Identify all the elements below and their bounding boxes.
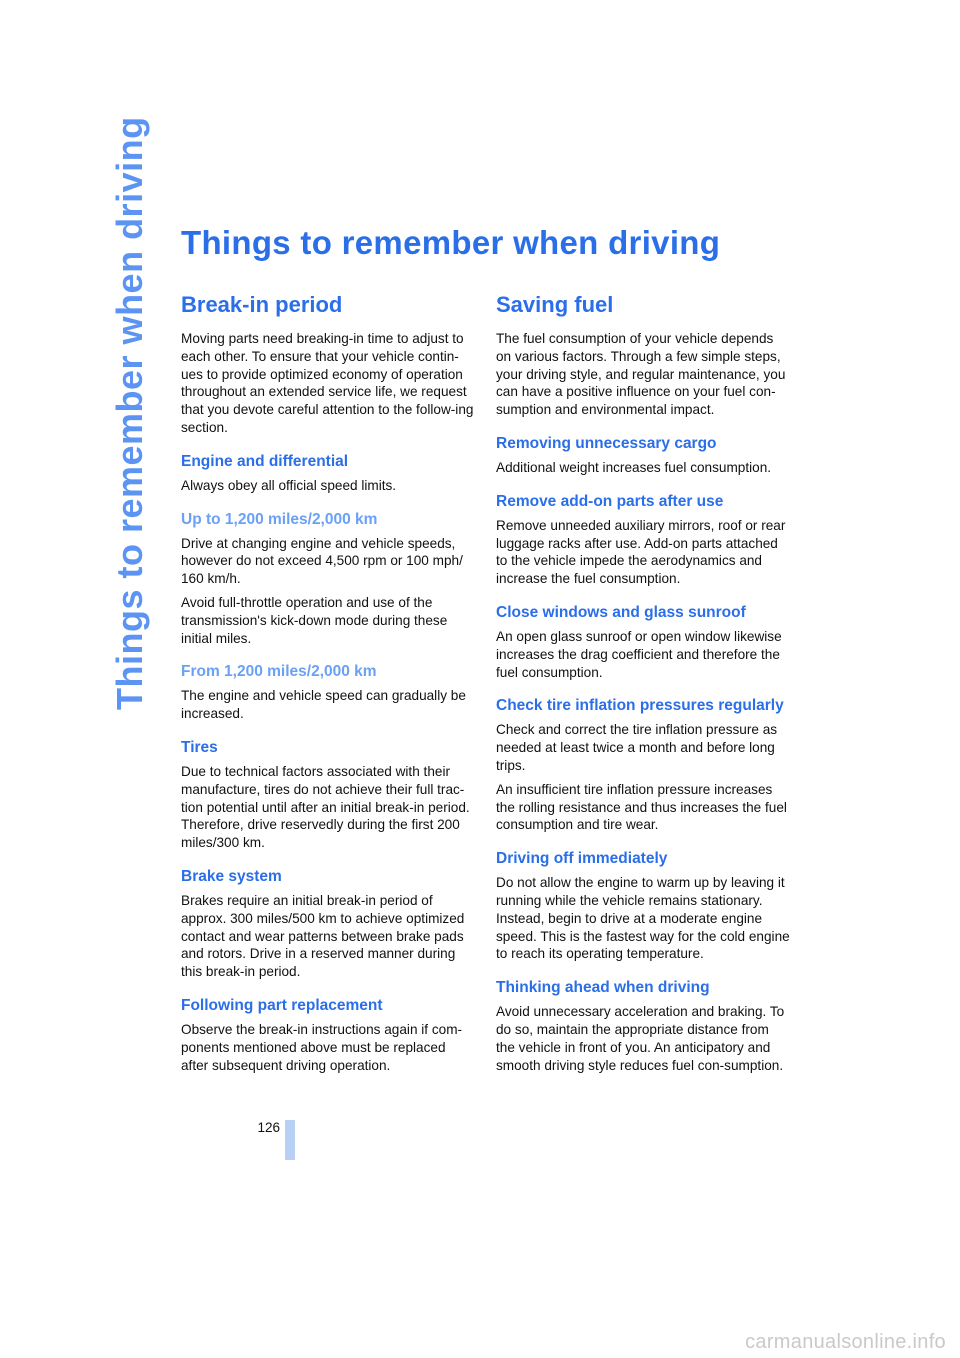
break-in-heading: Break-in period [181, 292, 343, 317]
tires-heading: Tires [181, 738, 218, 756]
watermark: carmanualsonline.info [745, 1331, 946, 1353]
addon-text: Remove unneeded auxiliary mirrors, roof or rear luggage racks after use. Add-on parts attached to the vehicle impede the aerodynamics and increase the fuel consumption. [496, 517, 786, 587]
cargo-heading: Removing unnecessary cargo [496, 434, 717, 452]
replacement-heading: Following part replacement [181, 996, 383, 1014]
tire-pressure-heading: Check tire inflation pressures regularly [496, 697, 784, 715]
engine-heading: Engine and differential [181, 452, 349, 470]
upto-text-1: Drive at changing engine and vehicle speeds, however do not exceed 4,500 rpm or 100 mph/ 160 km/h. [181, 535, 463, 587]
thinking-ahead-heading: Thinking ahead when driving [496, 979, 710, 997]
break-in-intro: Moving parts need breaking-in time to adjust to each other. To ensure that your vehicle contin-ues to provide optimized economy of operation throughout an extended service life, we request that you devote careful attention to the follow-ing section. [181, 331, 474, 435]
windows-text: An open glass sunroof or open window likewise increases the drag coefficient and therefore the fuel consumption. [496, 628, 782, 680]
from-heading: From 1,200 miles/2,000 km [181, 663, 377, 681]
addon-heading: Remove add-on parts after use [496, 492, 724, 510]
drive-off-heading: Driving off immediately [496, 850, 668, 868]
saving-fuel-intro: The fuel consumption of your vehicle depends on various factors. Through a few simple steps, your driving style, and regular maintenance, you can have a positive influence on your fuel con-sumption and environmental impact. [496, 331, 786, 418]
cargo-text: Additional weight increases fuel consumption. [496, 459, 772, 475]
page-number-bar [285, 1120, 295, 1160]
tire-pressure-text-2: An insufficient tire inflation pressure increases the rolling resistance and thus increases the fuel consumption and tire wear. [496, 781, 787, 833]
brake-text: Brakes require an initial break-in period of approx. 300 miles/500 km to achieve optimized contact and wear patterns between brake pads and rotors. Drive in a reserved manner during this break-in period. [181, 892, 465, 980]
page-title: Things to remember when driving [181, 224, 721, 261]
left-column [181, 292, 475, 1080]
brake-heading: Brake system [181, 867, 282, 885]
thinking-ahead-text: Avoid unnecessary acceleration and braking. To do so, maintain the appropriate distance from the vehicle in front of you. An anticipatory and smooth driving style reduces fuel con-sumption. [496, 1004, 785, 1073]
right-column [496, 292, 790, 1080]
tires-text: Due to technical factors associated with their manufacture, tires do not achieve their full trac-tion potential until after an initial break-in period. Therefore, drive reservedly during the first 200 miles/300 km. [181, 763, 470, 851]
upto-text-2: Avoid full-throttle operation and use of the transmission's kick-down mode during these initial miles. [181, 594, 448, 646]
engine-text: Always obey all official speed limits. [181, 477, 397, 493]
from-text: The engine and vehicle speed can gradually be increased. [181, 688, 466, 722]
page-number: 126 [257, 1120, 280, 1135]
saving-fuel-heading: Saving fuel [496, 292, 614, 317]
tire-pressure-text-1: Check and correct the tire inflation pressure as needed at least twice a month and before long trips. [496, 722, 778, 773]
replacement-text: Observe the break-in instructions again if com-ponents mentioned above must be replaced after subsequent driving operation. [181, 1021, 463, 1073]
side-chapter-title-text: Things to remember when driving [109, 116, 150, 710]
upto-heading: Up to 1,200 miles/2,000 km [181, 510, 378, 528]
windows-heading: Close windows and glass sunroof [496, 603, 746, 621]
side-chapter-title [109, 116, 153, 710]
drive-off-text: Do not allow the engine to warm up by leaving it running while the vehicle remains stationary. Instead, begin to drive at a moderate engine speed. This is the fastest way for the cold engine to reach its operating temperature. [496, 875, 790, 962]
